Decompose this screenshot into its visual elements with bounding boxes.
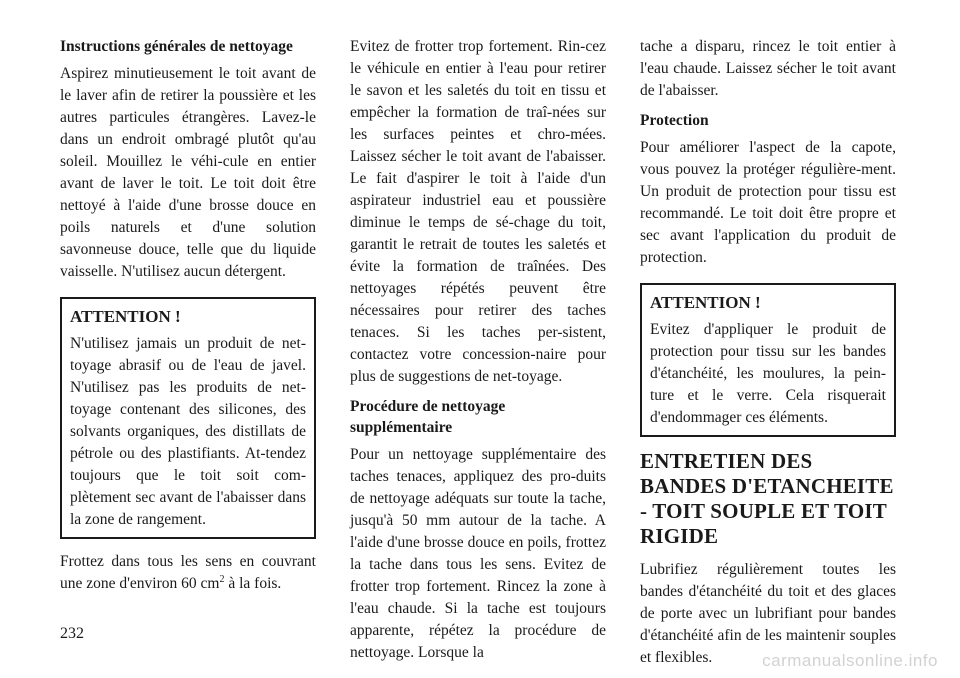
warning-title-2: ATTENTION !: [650, 293, 761, 312]
warning-box-1: [60, 297, 316, 539]
seal-maintenance-paragraph: Lubrifiez régulièrement toutes les bandes d'étanchéité du toit et des glaces de porte avec un lubrifiant pour bandes d'étanchéité afin de les maintenir souples et flexibles.: [640, 561, 896, 666]
scrub-paragraph: [60, 551, 316, 595]
scrub-text-end: à la fois.: [224, 575, 282, 592]
additional-cleaning-heading: Procédure de nettoyage supplémentaire: [350, 398, 506, 436]
scrub-text: Frottez dans tous les sens en couvrant une zone d'environ 60 cm: [60, 553, 316, 592]
general-cleaning-heading: Instructions générales de nettoyage: [60, 38, 293, 55]
column-2: [350, 36, 606, 672]
warning-text-2: Evitez d'appliquer le produit de protection pour tissu sur les bandes d'étanchéité, les moulures, la pein-ture et le verre. Cela risquerait d'endommager ces éléments.: [650, 321, 886, 426]
warning-text-1: N'utilisez jamais un produit de net-toyage abrasif ou de l'eau de javel. N'utilisez pas les produits de net-toyage contenant des silicones, des solvants organiques, des distillats de pétrole ou des plastifiants. At-tendez toujours que le toit soit com-plètement sec avant de l'abaisser dans la zone de rangement.: [70, 335, 306, 528]
general-cleaning-paragraph: Aspirez minutieusement le toit avant de le laver afin de retirer la poussière et les autres particules étrangères. Lavez-le dans un endroit ombragé plutôt qu'au soleil. Mouillez le véhi-cule en entier avant de laver le toit. Le toit doit être nettoyé à l'aide d'une brosse douce en poils naturels et d'une solution savonneuse douce, telle que du liquide vaisselle. N'utilisez aucun détergent.: [60, 65, 316, 280]
protection-paragraph: Pour améliorer l'aspect de la capote, vous pouvez la protéger régulière-ment. Un produit de protection pour tissu est recommandé. Le toit doit être propre et sec avant l'application du produit de protection.: [640, 139, 896, 266]
column-1: [60, 36, 316, 603]
watermark: carmanualsonline.info: [762, 651, 938, 670]
additional-cleaning-paragraph: Pour un nettoyage supplémentaire des taches tenaces, appliquez des pro-duits de nettoyage adéquats sur toute la tache, jusqu'à 50 mm autour de la tache. A l'aide d'une brosse douce en poils, frottez la tache dans tous les sens. Evitez de frotter trop fortement. Rincez la zone à l'eau chaude. Si la tache est toujours apparente, répétez la procédure de nettoyage. Lorsque la: [350, 446, 606, 661]
protection-heading: Protection: [640, 112, 709, 129]
warning-title-1: ATTENTION !: [70, 307, 181, 326]
stain-gone-paragraph: tache a disparu, rincez le toit entier à l'eau chaude. Laissez sécher le toit avant de l'abaisser.: [640, 38, 896, 99]
warning-box-2: [640, 283, 896, 437]
page-number: 232: [60, 625, 84, 642]
superscript-2: 2: [219, 573, 225, 585]
seal-maintenance-heading: ENTRETIEN DES BANDES D'ETANCHEITE - TOIT SOUPLE ET TOIT RIGIDE: [640, 449, 894, 548]
rinse-paragraph: Evitez de frotter trop fortement. Rin-cez le véhicule en entier à l'eau pour retirer le savon et les saletés du toit en tissu et empêcher la formation de traî-nées sur les surfaces peintes et chro-mées. Laissez sécher le toit avant de l'abaisser. Le fait d'aspirer le toit à l'aide d'un aspirateur industriel eau et poussière diminue le temps de sé-chage du toit, garantit le retrait de toutes les saletés et évite la formation de traînées. Des nettoyages répétés peuvent être nécessaires pour retirer des taches tenaces. Si les taches per-sistent, contactez votre concession-naire pour plus de suggestions de net-toyage.: [350, 38, 606, 385]
column-3: [640, 36, 896, 677]
